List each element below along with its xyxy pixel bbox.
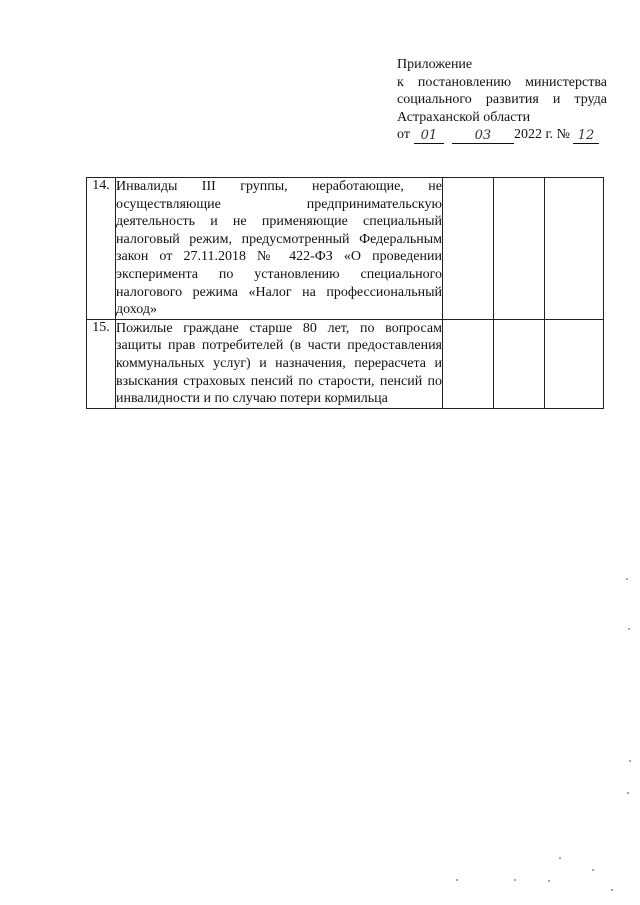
table-row xyxy=(87,178,604,320)
row-text: Пожилые граждане старше 80 лет, по вопросам защиты прав потребителей (в части предоставления коммунальных услуг) и назначения, перерасчета и взыскания страховых пенсий по старости, пенсий по инвалидности и по случаю потери кормильца xyxy=(116,319,443,408)
empty-cell xyxy=(443,178,494,320)
date-day: 01 xyxy=(414,129,444,144)
decree-number: 12 xyxy=(573,129,599,144)
row-text: Инвалиды III группы, неработающие, не осуществляющие предпринимательскую деятельность и не применяющие специальный налоговый режим, предусмотренный Федеральным закон от 27.11.2018 № 422-ФЗ «О проведении эксперимента по установлению специального налогового режима «Налог на профессиональный доход» xyxy=(116,178,443,320)
date-number-line xyxy=(397,126,607,144)
ministry-line: социального развития и труда xyxy=(397,92,607,107)
date-month: 03 xyxy=(452,129,514,144)
row-number: 15. xyxy=(87,319,116,408)
appendix-header xyxy=(397,56,607,144)
year-and-number-label: 2022 г. № xyxy=(513,127,570,142)
empty-cell xyxy=(494,178,545,320)
decree-line: к постановлению министерства xyxy=(397,74,607,90)
row-number: 14. xyxy=(87,178,116,320)
categories-table xyxy=(86,177,604,409)
table-row xyxy=(87,319,604,408)
empty-cell xyxy=(545,319,604,408)
region-line: Астраханской области xyxy=(397,109,531,125)
empty-cell xyxy=(443,319,494,408)
empty-cell xyxy=(494,319,545,408)
date-prefix: от xyxy=(397,127,410,142)
empty-cell xyxy=(545,178,604,320)
appendix-title: Приложение xyxy=(397,57,473,72)
